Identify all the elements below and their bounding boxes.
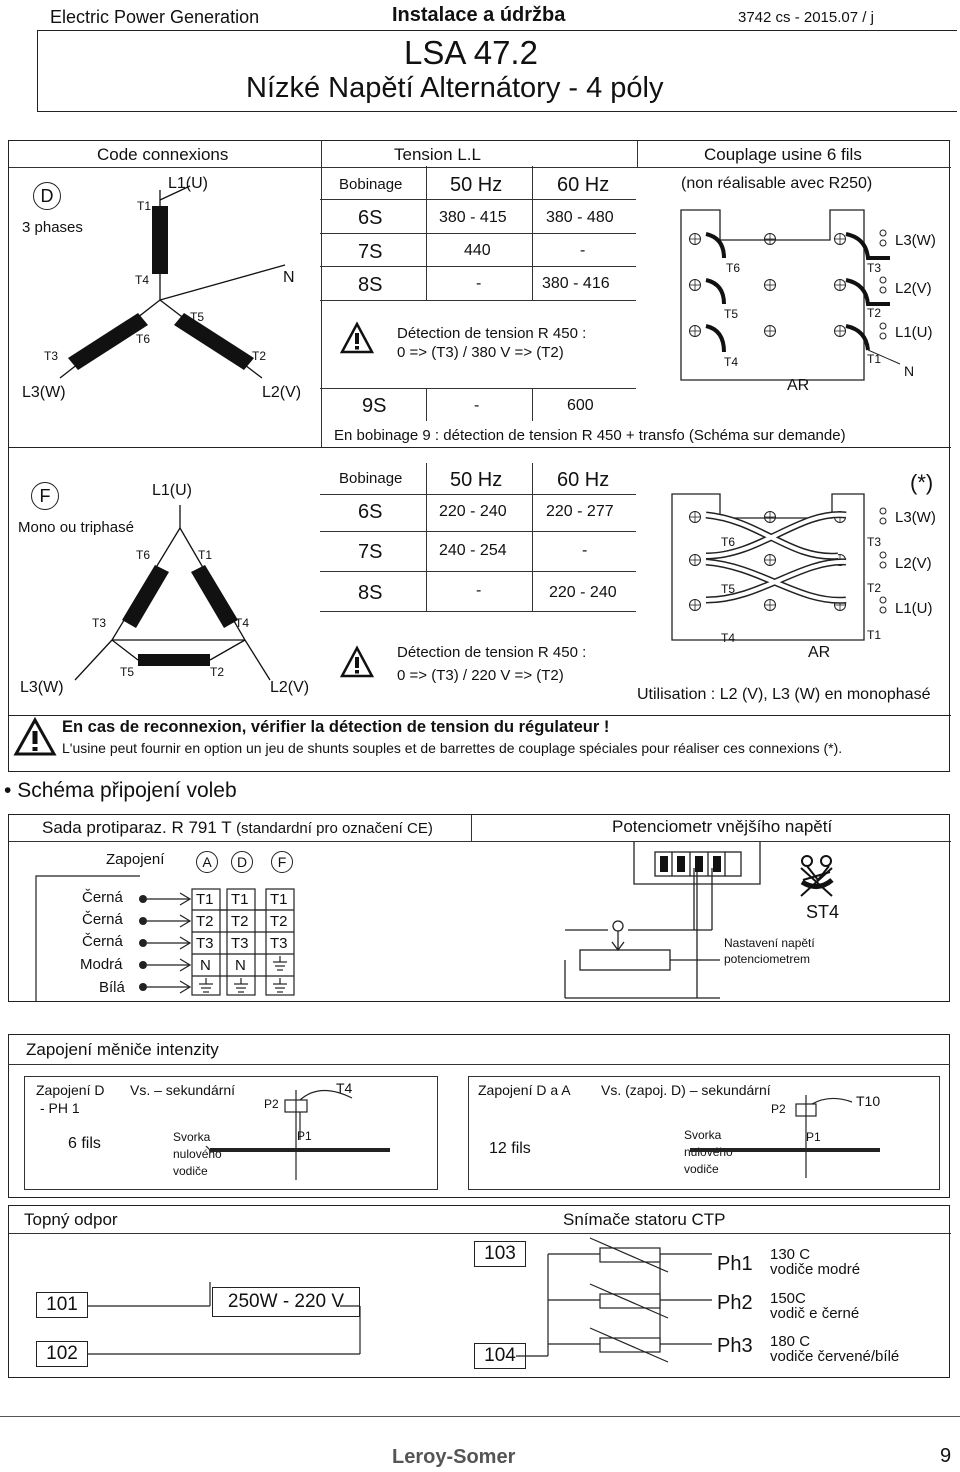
d-row3-50: - <box>476 275 482 292</box>
d-9s-code: 9S <box>362 395 387 417</box>
int-left-l1: Zapojení D <box>36 1082 105 1098</box>
intensity-title: Zapojení měniče intenzity <box>26 1040 219 1059</box>
mono-label: Mono ou triphasé <box>18 519 134 536</box>
int-right-t: T10 <box>856 1093 881 1109</box>
cell-a-1: T1 <box>196 891 214 908</box>
int-right-p2: P2 <box>771 1102 786 1116</box>
ctp-103: 103 <box>474 1241 526 1267</box>
d-cpl-t1: T1 <box>867 352 882 366</box>
wire-3: Černá <box>82 933 123 950</box>
ctp-title: Snímače statoru CTP <box>563 1210 726 1229</box>
d-cpl-t3: T3 <box>867 261 882 275</box>
f-t1: T1 <box>198 548 213 562</box>
ctp-t3: 180 C <box>770 1333 811 1350</box>
f-row2-60: - <box>582 542 588 559</box>
d-cpl-t4: T4 <box>724 355 739 369</box>
d-cpl-t6: T6 <box>726 261 741 275</box>
footer-rule <box>0 1416 960 1417</box>
d-row1-code: 6S <box>358 207 383 229</box>
sada-note: (standardní pro označení CE) <box>236 820 433 837</box>
warning-line-2: L'usine peut fournir en option un jeu de shunts souples et de barrettes de couplage spéciales pour réaliser ces connexions (*). <box>62 740 843 756</box>
f-cpl-t2: T2 <box>867 581 882 595</box>
ctp-d1: vodiče modré <box>770 1261 861 1278</box>
ctp-t2: 150C <box>770 1290 806 1307</box>
cell-f-3: T3 <box>270 935 288 952</box>
d-l1: L1(U) <box>168 175 209 192</box>
page-number: 9 <box>940 1445 952 1467</box>
col-f-badge: F <box>271 851 293 873</box>
f-cpl-t4: T4 <box>721 631 736 645</box>
int-right-fils: 12 fils <box>489 1140 531 1157</box>
f-60hz: 60 Hz <box>557 469 610 491</box>
doc-subtitle: Nízké Napětí Alternátory - 4 póly <box>246 72 664 104</box>
int-right-l1: Zapojení D a A <box>478 1082 571 1098</box>
heater-title: Topný odpor <box>24 1210 118 1229</box>
schema-title: • Schéma připojení voleb <box>4 779 237 802</box>
d-row3-code: 8S <box>358 274 383 296</box>
int-left-sv1: Svorka <box>173 1130 211 1144</box>
f-detect-2: 0 => (T3) / 220 V => (T2) <box>397 667 564 684</box>
d-t5: T5 <box>190 310 205 324</box>
schema-title-text: Schéma připojení voleb <box>17 779 237 802</box>
d-50hz: 50 Hz <box>450 174 503 196</box>
footer-brand: Leroy-Somer <box>392 1446 516 1468</box>
ctp-ph2: Ph2 <box>717 1292 753 1314</box>
d-row2-60: - <box>580 242 586 259</box>
f-row1-50: 220 - 240 <box>439 503 507 520</box>
f-cpl-ar: AR <box>808 644 831 661</box>
f-t6: T6 <box>136 548 151 562</box>
ctp-ph1: Ph1 <box>717 1253 753 1275</box>
d-row1-50: 380 - 415 <box>439 209 507 226</box>
f-row2-code: 7S <box>358 541 383 563</box>
header-right: 3742 cs - 2015.07 / j <box>738 9 874 26</box>
d-l2: L2(V) <box>262 384 302 401</box>
ctp-d3: vodiče červené/bílé <box>770 1348 900 1365</box>
int-left-fils: 6 fils <box>68 1135 101 1152</box>
nastaveni-2: potenciometrem <box>724 952 811 966</box>
pot-title: Potenciometr vnějšího napětí <box>612 817 833 836</box>
f-cpl-l3: L3(W) <box>895 509 936 526</box>
d-cpl-l1: L1(U) <box>895 324 933 341</box>
col-code-connexions: Code connexions <box>97 145 229 164</box>
f-cpl-t6: T6 <box>721 535 736 549</box>
d-l3: L3(W) <box>22 384 66 401</box>
d-row2-code: 7S <box>358 241 383 263</box>
f-cpl-l1: L1(U) <box>895 600 933 617</box>
d-cpl-ar: AR <box>787 377 810 394</box>
int-right-sv1: Svorka <box>684 1128 722 1142</box>
int-left-sv3: vodiče <box>173 1164 208 1178</box>
d-row1-60: 380 - 480 <box>546 209 614 226</box>
d-t6: T6 <box>136 332 151 346</box>
f-l2: L2(V) <box>270 679 310 696</box>
cell-a-4: N <box>200 957 211 974</box>
d-row2-50: 440 <box>464 242 491 259</box>
cell-d-1: T1 <box>231 891 249 908</box>
f-row1-60: 220 - 277 <box>546 503 614 520</box>
int-left-sv2: nulového <box>173 1147 222 1161</box>
nastaveni-1: Nastavení napětí <box>724 936 815 950</box>
heater-101: 101 <box>36 1292 88 1318</box>
int-left-t: T4 <box>336 1080 353 1096</box>
zapojeni-label: Zapojení <box>106 851 165 868</box>
f-t5: T5 <box>120 665 135 679</box>
d-non-realisable: (non réalisable avec R250) <box>681 175 873 192</box>
f-l3: L3(W) <box>20 679 64 696</box>
d-row3-60: 380 - 416 <box>542 275 610 292</box>
cell-a-3: T3 <box>196 935 214 952</box>
ctp-t1: 130 C <box>770 1246 811 1263</box>
f-util-note: Utilisation : L2 (V), L3 (W) en monophasé <box>637 686 931 703</box>
f-t2: T2 <box>210 665 225 679</box>
d-60hz: 60 Hz <box>557 174 610 196</box>
heater-rating: 250W - 220 V <box>212 1287 360 1317</box>
col-tension: Tension L.L <box>394 145 481 164</box>
sada-text: Sada protiparaz. R 791 T <box>42 818 232 837</box>
col-a-badge: A <box>196 851 218 873</box>
int-left-vs: Vs. – sekundární <box>130 1082 236 1098</box>
d-cpl-t5: T5 <box>724 307 739 321</box>
cell-d-4: N <box>235 957 246 974</box>
f-cpl-t5: T5 <box>721 582 736 596</box>
d-t3: T3 <box>44 349 59 363</box>
int-left-p1: P1 <box>297 1129 312 1143</box>
ctp-104: 104 <box>474 1343 526 1369</box>
d-detect-1: Détection de tension R 450 : <box>397 325 587 342</box>
f-50hz: 50 Hz <box>450 469 503 491</box>
d-detect-2: 0 => (T3) / 380 V => (T2) <box>397 344 564 361</box>
doc-title: LSA 47.2 <box>404 34 538 71</box>
f-detect-1: Détection de tension R 450 : <box>397 644 587 661</box>
wire-5: Bílá <box>99 979 125 996</box>
badge-d: D <box>33 182 61 210</box>
d-t1: T1 <box>137 199 152 213</box>
col-couplage: Couplage usine 6 fils <box>704 145 862 164</box>
f-bobinage: Bobinage <box>339 470 403 487</box>
header-left: Electric Power Generation <box>50 7 260 27</box>
d-cpl-l2: L2(V) <box>895 280 932 297</box>
warning-line-1: En cas de reconnexion, vérifier la détection de tension du régulateur ! <box>62 718 610 736</box>
cell-f-1: T1 <box>270 891 288 908</box>
wire-4: Modrá <box>80 956 123 973</box>
ctp-ph3: Ph3 <box>717 1335 753 1357</box>
d-9s-50: - <box>474 397 480 414</box>
f-cpl-t1: T1 <box>867 628 882 642</box>
d-t4: T4 <box>135 273 150 287</box>
d-9s-note: En bobinage 9 : détection de tension R 450 + transfo (Schéma sur demande) <box>334 427 846 444</box>
cell-f-2: T2 <box>270 913 288 930</box>
col-d-badge: D <box>231 851 253 873</box>
int-right-sv2: nulového <box>684 1145 733 1159</box>
header-center: Instalace a údržba <box>392 4 566 26</box>
ctp-d2: vodič e černé <box>770 1305 860 1322</box>
f-row3-60: 220 - 240 <box>549 584 617 601</box>
int-right-sv3: vodiče <box>684 1162 719 1176</box>
int-right-vs: Vs. (zapoj. D) – sekundární <box>601 1082 771 1098</box>
f-row3-50: - <box>476 582 482 599</box>
f-l1: L1(U) <box>152 482 193 499</box>
badge-f: F <box>31 482 59 510</box>
int-left-p2: P2 <box>264 1097 279 1111</box>
heater-102: 102 <box>36 1341 88 1367</box>
three-phases-label: 3 phases <box>22 219 83 236</box>
f-t3: T3 <box>92 616 107 630</box>
d-cpl-n: N <box>904 363 915 379</box>
d-bobinage: Bobinage <box>339 176 403 193</box>
d-cpl-t2: T2 <box>867 306 882 320</box>
f-cpl-t3: T3 <box>867 535 882 549</box>
f-star-note: (*) <box>910 470 934 495</box>
wire-1: Černá <box>82 889 123 906</box>
d-9s-60: 600 <box>567 397 594 414</box>
int-left-l2: - PH 1 <box>40 1100 80 1116</box>
d-n: N <box>283 269 295 286</box>
f-cpl-l2: L2(V) <box>895 555 932 572</box>
f-t4: T4 <box>235 616 250 630</box>
cell-a-2: T2 <box>196 913 214 930</box>
d-cpl-l3: L3(W) <box>895 232 936 249</box>
cell-d-2: T2 <box>231 913 249 930</box>
wire-2: Černá <box>82 911 123 928</box>
f-row1-code: 6S <box>358 501 383 523</box>
d-t2: T2 <box>252 349 267 363</box>
int-right-p1: P1 <box>806 1130 821 1144</box>
st4-label: ST4 <box>806 902 840 922</box>
f-row2-50: 240 - 254 <box>439 542 507 559</box>
cell-d-3: T3 <box>231 935 249 952</box>
f-row3-code: 8S <box>358 582 383 604</box>
